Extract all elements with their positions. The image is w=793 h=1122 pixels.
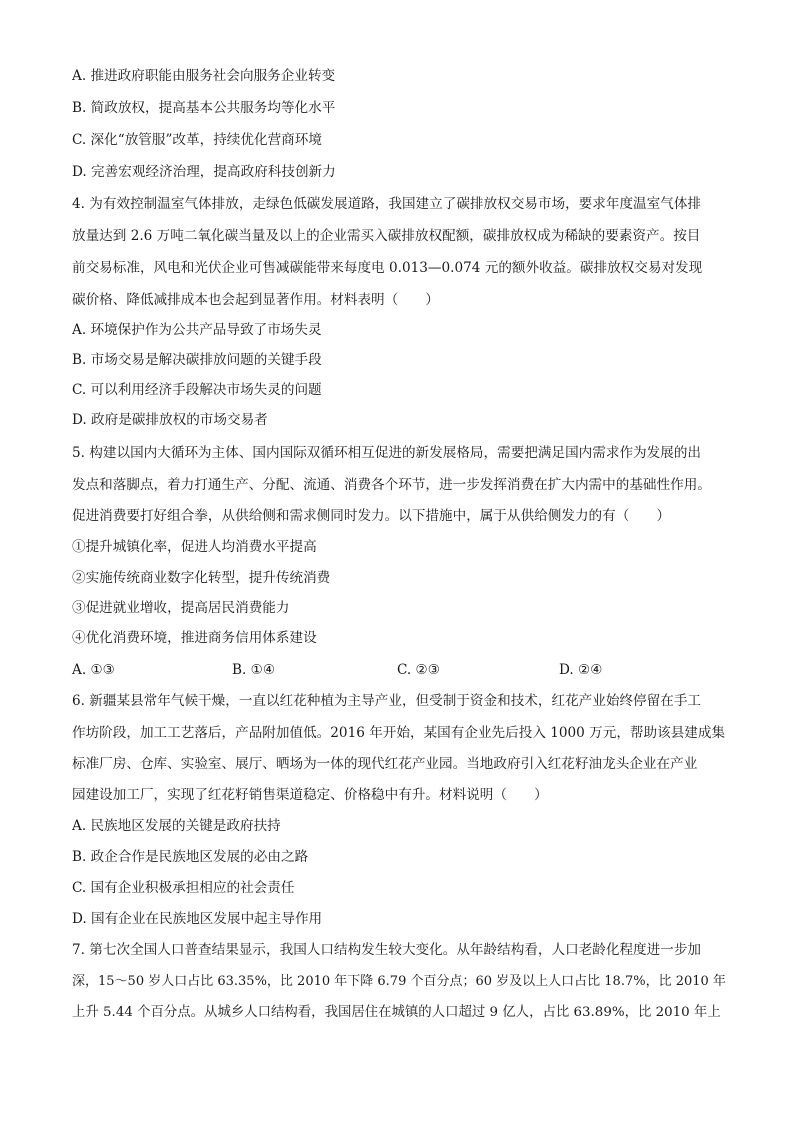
q5-option-d: D. ②④ <box>559 662 603 678</box>
q4-stem-line: 碳价格、降低减排成本也会起到显著作用。材料表明（ ） <box>72 292 440 308</box>
q5-option-b: B. ①④ <box>232 662 276 678</box>
q5-option-c: C. ②③ <box>397 662 440 678</box>
q6-option-c: C. 国有企业积极承担相应的社会责任 <box>72 880 295 896</box>
q5-options-row <box>72 660 726 680</box>
q3-option-d: D. 完善宏观经济治理，提高政府科技创新力 <box>72 164 336 180</box>
q4-stem-line: 4. 为有效控制温室气体排放，走绿色低碳发展道路，我国建立了碳排放权交易市场，要求年度温室气体排 <box>72 196 702 212</box>
q7-stem-line: 7. 第七次全国人口普查结果显示，我国人口结构发生较大变化。从年龄结构看，人口老龄化程度进一步加 <box>72 942 702 958</box>
q5-stem-line: 促进消费要打好组合拳，从供给侧和需求侧同时发力。以下措施中，属于从供给侧发力的有（ ） <box>72 508 671 524</box>
q4-option-a: A. 环境保护作为公共产品导致了市场失灵 <box>72 322 322 338</box>
q3-option-a: A. 推进政府职能由服务社会向服务企业转变 <box>72 68 336 84</box>
q5-item: ②实施传统商业数字化转型，提升传统消费 <box>72 570 331 586</box>
q5-stem-line: 5. 构建以国内大循环为主体、国内国际双循环相互促进的新发展格局，需要把满足国内需求作为发展的出 <box>72 445 702 461</box>
q5-item: ③促进就业增收，提高居民消费能力 <box>72 600 290 616</box>
q6-option-b: B. 政企合作是民族地区发展的必由之路 <box>72 849 309 865</box>
q4-option-d: D. 政府是碳排放权的市场交易者 <box>72 412 268 428</box>
q6-stem-line: 园建设加工厂，实现了红花籽销售渠道稳定、价格稳中有升。材料说明（ ） <box>72 787 548 803</box>
q4-option-c: C. 可以利用经济手段解决市场失灵的问题 <box>72 382 322 398</box>
q5-option-a: A. ①③ <box>72 662 115 678</box>
q5-stem-line: 发点和落脚点，着力打通生产、分配、流通、消费各个环节，进一步发挥消费在扩大内需中的基础性作用。 <box>72 477 711 493</box>
q6-stem-line: 作坊阶段，加工工艺落后，产品附加值低。2016 年开始，某国有企业先后投入 1000 万元，帮助该县建成集 <box>72 725 726 741</box>
q6-stem-line: 标准厂房、仓库、实验室、展厅、晒场为一体的现代红花产业园。当地政府引入红花籽油龙头企业在产业 <box>72 756 698 772</box>
q3-option-c: C. 深化“放管服”改革，持续优化营商环境 <box>72 132 322 148</box>
q5-item: ④优化消费环境，推进商务信用体系建设 <box>72 630 317 646</box>
q4-option-b: B. 市场交易是解决碳排放问题的关键手段 <box>72 352 322 368</box>
q4-stem-line: 前交易标准，风电和光伏企业可售减碳能带来每度电 0.013—0.074 元的额外收益。碳排放权交易对发现 <box>72 260 703 276</box>
q7-stem-line: 深，15～50 岁人口占比 63.35%，比 2010 年下降 6.79 个百分点；60 岁及以上人口占比 18.7%，比 2010 年 <box>72 974 726 989</box>
q7-stem-line: 上升 5.44 个百分点。从城乡人口结构看，我国居住在城镇的人口超过 9 亿人，占比 63.89%，比 2010 年上 <box>72 1005 721 1020</box>
q6-option-a: A. 民族地区发展的关键是政府扶持 <box>72 818 281 834</box>
q3-option-b: B. 简政放权，提高基本公共服务均等化水平 <box>72 100 336 116</box>
q6-stem-line: 6. 新疆某县常年气候干燥，一直以红花种植为主导产业，但受制于资金和技术，红花产业始终停留在手工 <box>72 693 702 709</box>
q5-item: ①提升城镇化率，促进人均消费水平提高 <box>72 539 317 555</box>
q4-stem-line: 放量达到 2.6 万吨二氧化碳当量及以上的企业需买入碳排放权配额，碳排放权成为稀缺的要素资产。按目 <box>72 228 701 244</box>
q6-option-d: D. 国有企业在民族地区发展中起主导作用 <box>72 911 323 927</box>
